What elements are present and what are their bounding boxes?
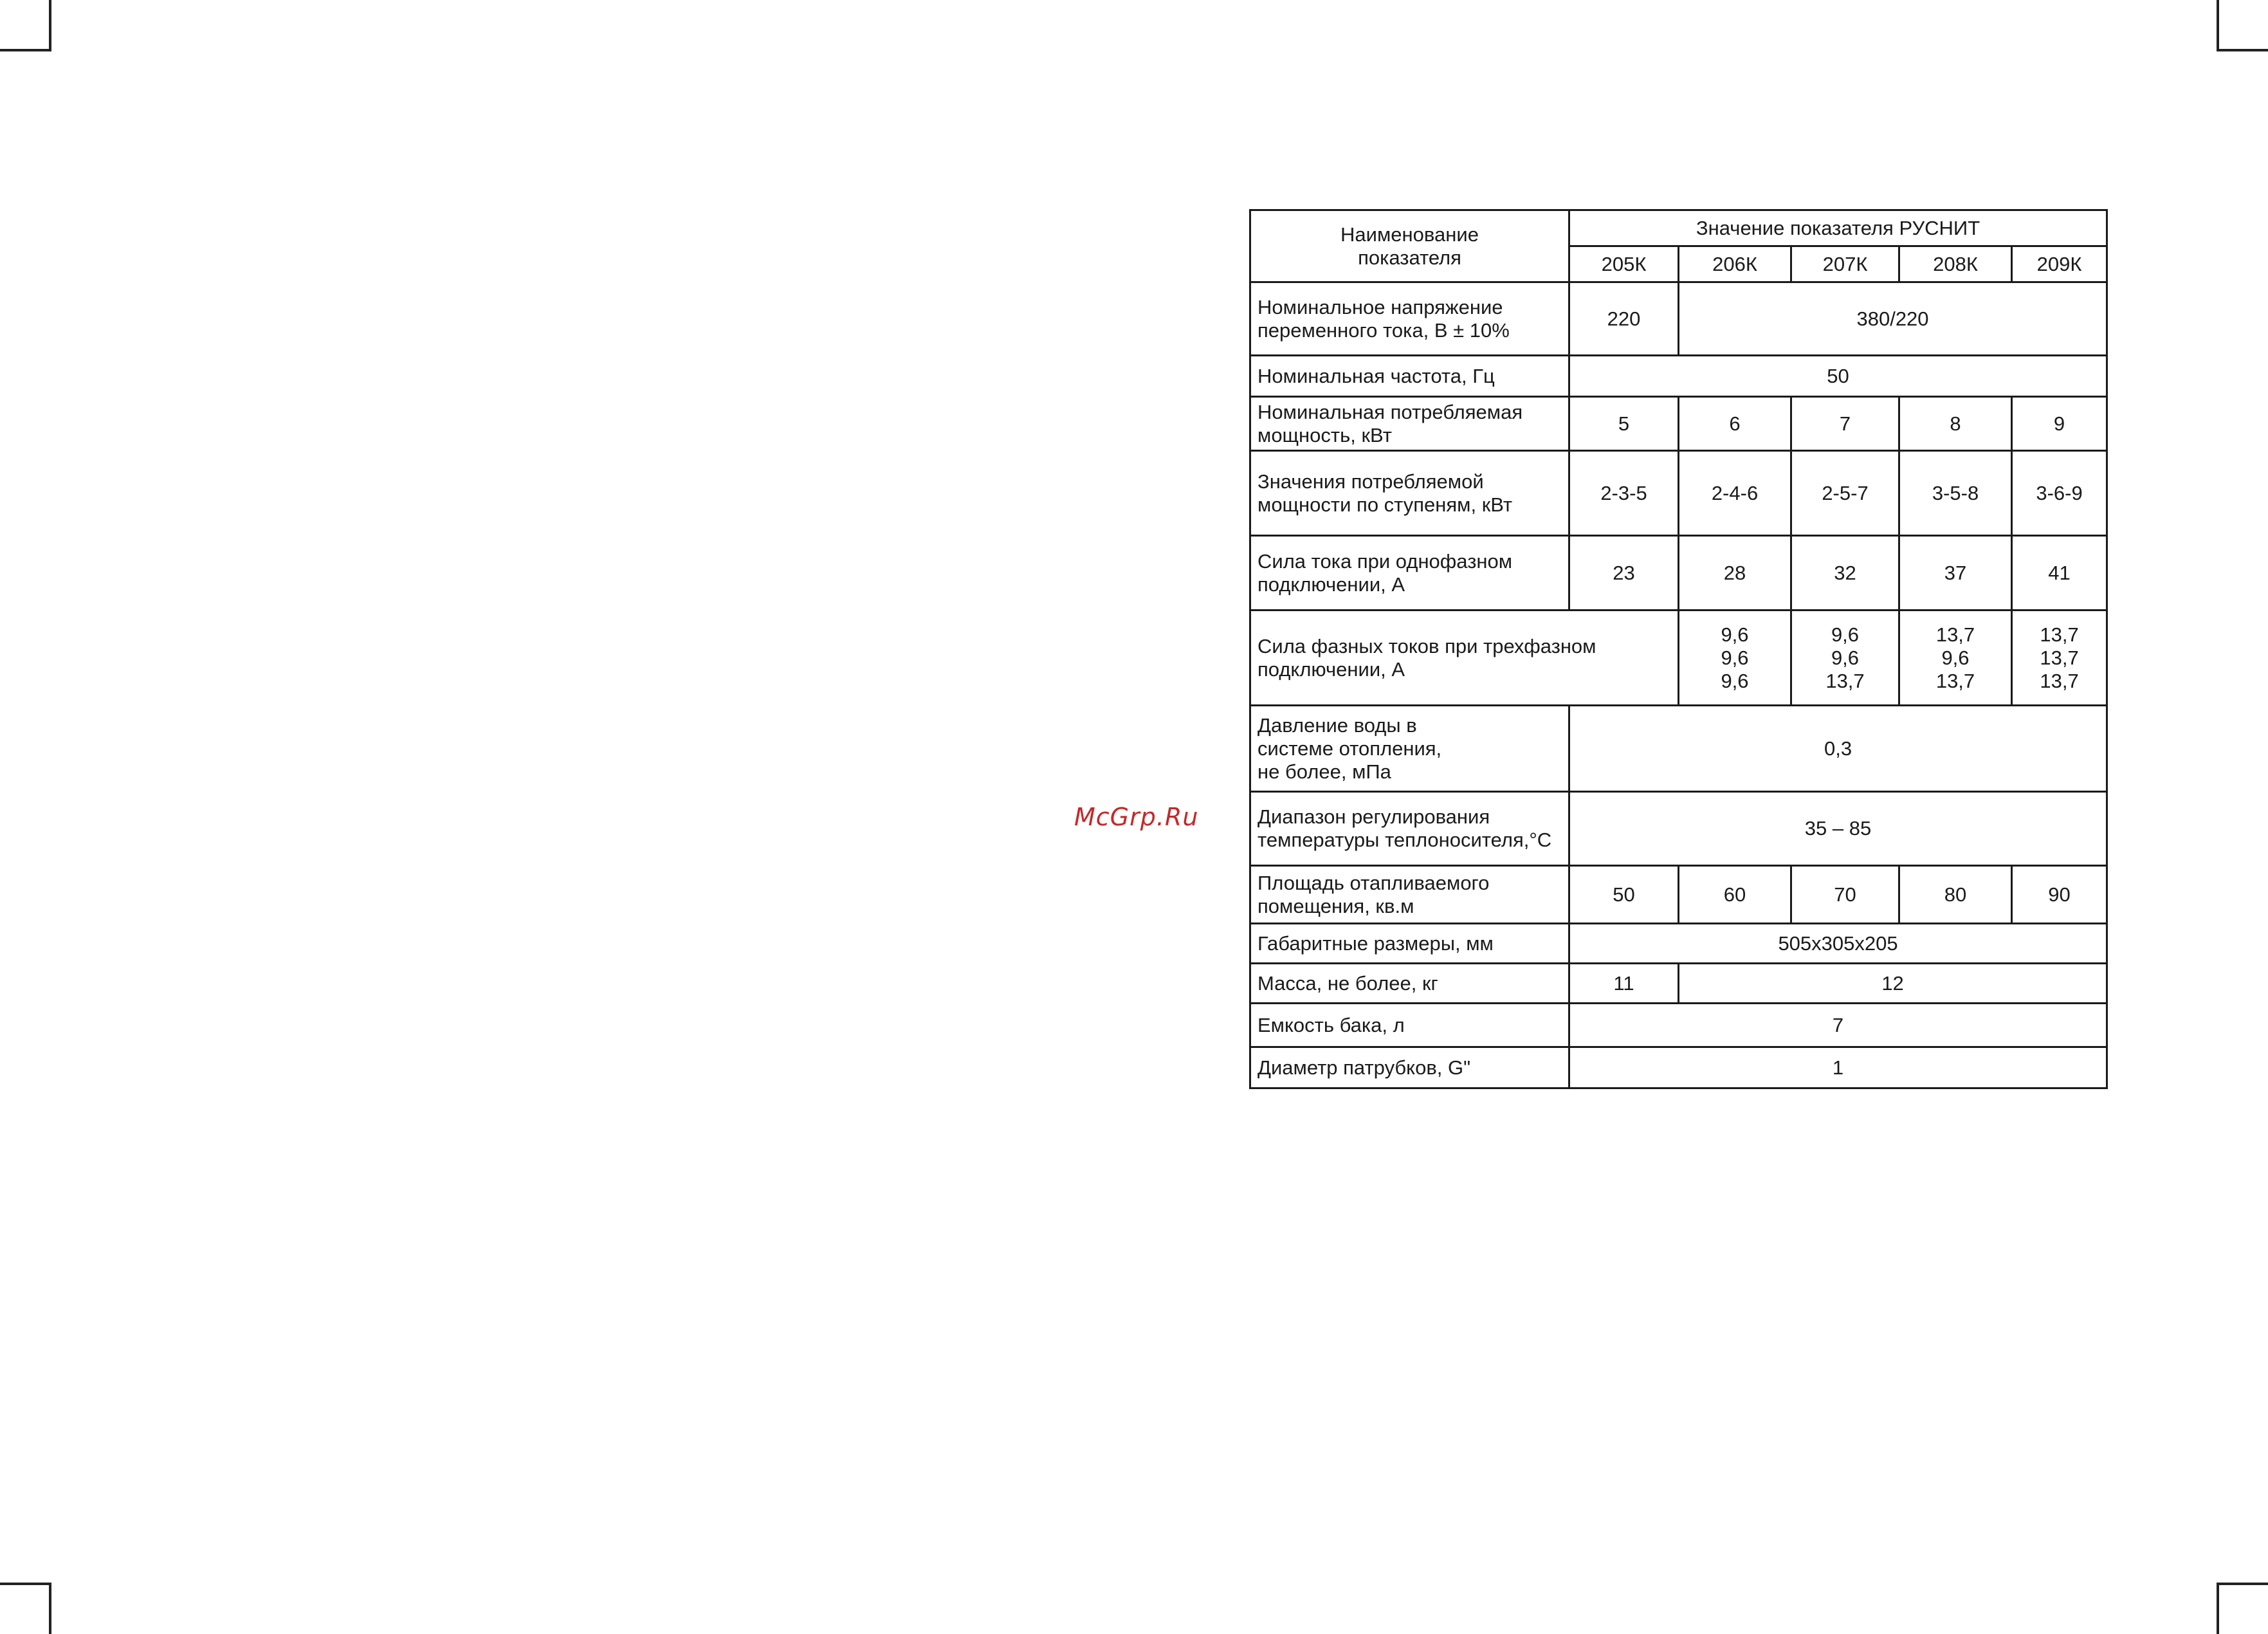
label-line: Номинальное напряжение <box>1257 295 1503 318</box>
header-name-line1: Наименование <box>1340 223 1479 246</box>
phase-value: 9,6 <box>1941 646 1970 669</box>
table-header-row <box>1250 210 2107 246</box>
current-single-206k: 28 <box>1679 536 1791 610</box>
model-206k: 206К <box>1679 246 1791 282</box>
steps-206k: 2-4-6 <box>1679 451 1791 536</box>
label-line: помещения, кв.м <box>1257 894 1414 917</box>
header-group-cell: Значение показателя РУСНИТ <box>1569 210 2107 246</box>
row-label-area <box>1250 866 1569 924</box>
phase-value: 13,7 <box>1935 623 1975 646</box>
phase-value: 9,6 <box>1831 623 1860 646</box>
crop-mark-top-left <box>0 0 51 51</box>
table-row <box>1250 397 2107 451</box>
row-label-current-three <box>1250 610 1679 706</box>
table-row <box>1250 1047 2107 1088</box>
phase-value: 13,7 <box>1825 669 1865 692</box>
pressure-value: 0,3 <box>1569 706 2107 792</box>
dimensions-value: 505х305х205 <box>1569 924 2107 964</box>
crop-mark-top-right <box>2217 0 2268 51</box>
tank-value: 7 <box>1569 1004 2107 1047</box>
current-single-207k: 32 <box>1791 536 1899 610</box>
label-line: подключении, А <box>1257 657 1405 681</box>
voltage-other: 380/220 <box>1679 282 2107 356</box>
phase-value: 13,7 <box>2040 669 2079 692</box>
label-line: Площадь отапливаемого <box>1257 871 1490 894</box>
crop-mark-bottom-left <box>0 1583 51 1634</box>
table-row <box>1250 866 2107 924</box>
label-line: не более, мПа <box>1257 760 1391 783</box>
table-row <box>1250 356 2107 397</box>
label-line: мощность, кВт <box>1257 423 1392 446</box>
row-label-steps <box>1250 451 1569 536</box>
mass-205k: 11 <box>1569 964 1679 1004</box>
current-three-208k <box>1899 610 2012 706</box>
model-208k: 208К <box>1899 246 2012 282</box>
row-label-pressure <box>1250 706 1569 792</box>
label-line: Значения потребляемой <box>1257 470 1484 493</box>
label-line: переменного тока, В ± 10% <box>1257 318 1510 342</box>
current-three-209k <box>2012 610 2107 706</box>
row-label-dimensions: Габаритные размеры, мм <box>1250 924 1569 964</box>
label-line: мощности по ступеням, кВт <box>1257 493 1513 516</box>
voltage-205k: 220 <box>1569 282 1679 356</box>
row-label-pipe: Диаметр патрубков, G" <box>1250 1047 1569 1088</box>
power-206k: 6 <box>1679 397 1791 451</box>
row-label-temp-range <box>1250 792 1569 866</box>
pipe-value: 1 <box>1569 1047 2107 1088</box>
current-single-209k: 41 <box>2012 536 2107 610</box>
steps-208k: 3-5-8 <box>1899 451 2012 536</box>
steps-209k: 3-6-9 <box>2012 451 2107 536</box>
area-209k: 90 <box>2012 866 2107 924</box>
current-three-206k <box>1679 610 1791 706</box>
mass-other: 12 <box>1679 964 2107 1004</box>
model-209k: 209К <box>2012 246 2107 282</box>
watermark: McGrp.Ru <box>1074 803 1199 831</box>
row-label-power <box>1250 397 1569 451</box>
phase-value: 9,6 <box>1721 646 1749 669</box>
label-line: Давление воды в <box>1257 713 1417 737</box>
row-label-tank: Емкость бака, л <box>1250 1004 1569 1047</box>
label-line: подключении, А <box>1257 573 1405 596</box>
label-line: Сила фазных токов при трехфазном <box>1257 634 1596 657</box>
label-line: системе отопления, <box>1257 737 1442 760</box>
temp-range-value: 35 – 85 <box>1569 792 2107 866</box>
power-205k: 5 <box>1569 397 1679 451</box>
table-row <box>1250 706 2107 792</box>
area-206k: 60 <box>1679 866 1791 924</box>
power-209k: 9 <box>2012 397 2107 451</box>
phase-value: 9,6 <box>1831 646 1860 669</box>
table-row <box>1250 964 2107 1004</box>
table-row <box>1250 924 2107 964</box>
specifications-table <box>1249 209 2108 1089</box>
row-label-voltage <box>1250 282 1569 356</box>
crop-mark-bottom-right <box>2217 1583 2268 1634</box>
area-205k: 50 <box>1569 866 1679 924</box>
table-row <box>1250 1004 2107 1047</box>
label-line: Номинальная потребляемая <box>1257 400 1523 423</box>
phase-value: 9,6 <box>1721 669 1749 692</box>
label-line: Сила тока при однофазном <box>1257 549 1513 573</box>
model-207k: 207К <box>1791 246 1899 282</box>
row-label-mass: Масса, не более, кг <box>1250 964 1569 1004</box>
row-label-frequency: Номинальная частота, Гц <box>1250 356 1569 397</box>
table-row <box>1250 282 2107 356</box>
steps-205k: 2-3-5 <box>1569 451 1679 536</box>
table-row <box>1250 792 2107 866</box>
area-207k: 70 <box>1791 866 1899 924</box>
table-row <box>1250 451 2107 536</box>
phase-value: 13,7 <box>2040 623 2079 646</box>
current-single-205k: 23 <box>1569 536 1679 610</box>
current-single-208k: 37 <box>1899 536 2012 610</box>
label-line: Диапазон регулирования <box>1257 805 1490 828</box>
frequency-value: 50 <box>1569 356 2107 397</box>
power-207k: 7 <box>1791 397 1899 451</box>
steps-207k: 2-5-7 <box>1791 451 1899 536</box>
row-label-current-single <box>1250 536 1569 610</box>
header-name-cell <box>1250 210 1569 282</box>
area-208k: 80 <box>1899 866 2012 924</box>
table-row <box>1250 536 2107 610</box>
phase-value: 9,6 <box>1721 623 1749 646</box>
label-line: температуры теплоносителя,°С <box>1257 829 1552 851</box>
current-three-207k <box>1791 610 1899 706</box>
model-205k: 205К <box>1569 246 1679 282</box>
table-row <box>1250 610 2107 706</box>
phase-value: 13,7 <box>2040 646 2079 669</box>
phase-value: 13,7 <box>1935 669 1975 692</box>
power-208k: 8 <box>1899 397 2012 451</box>
header-name-line2: показателя <box>1358 246 1461 269</box>
